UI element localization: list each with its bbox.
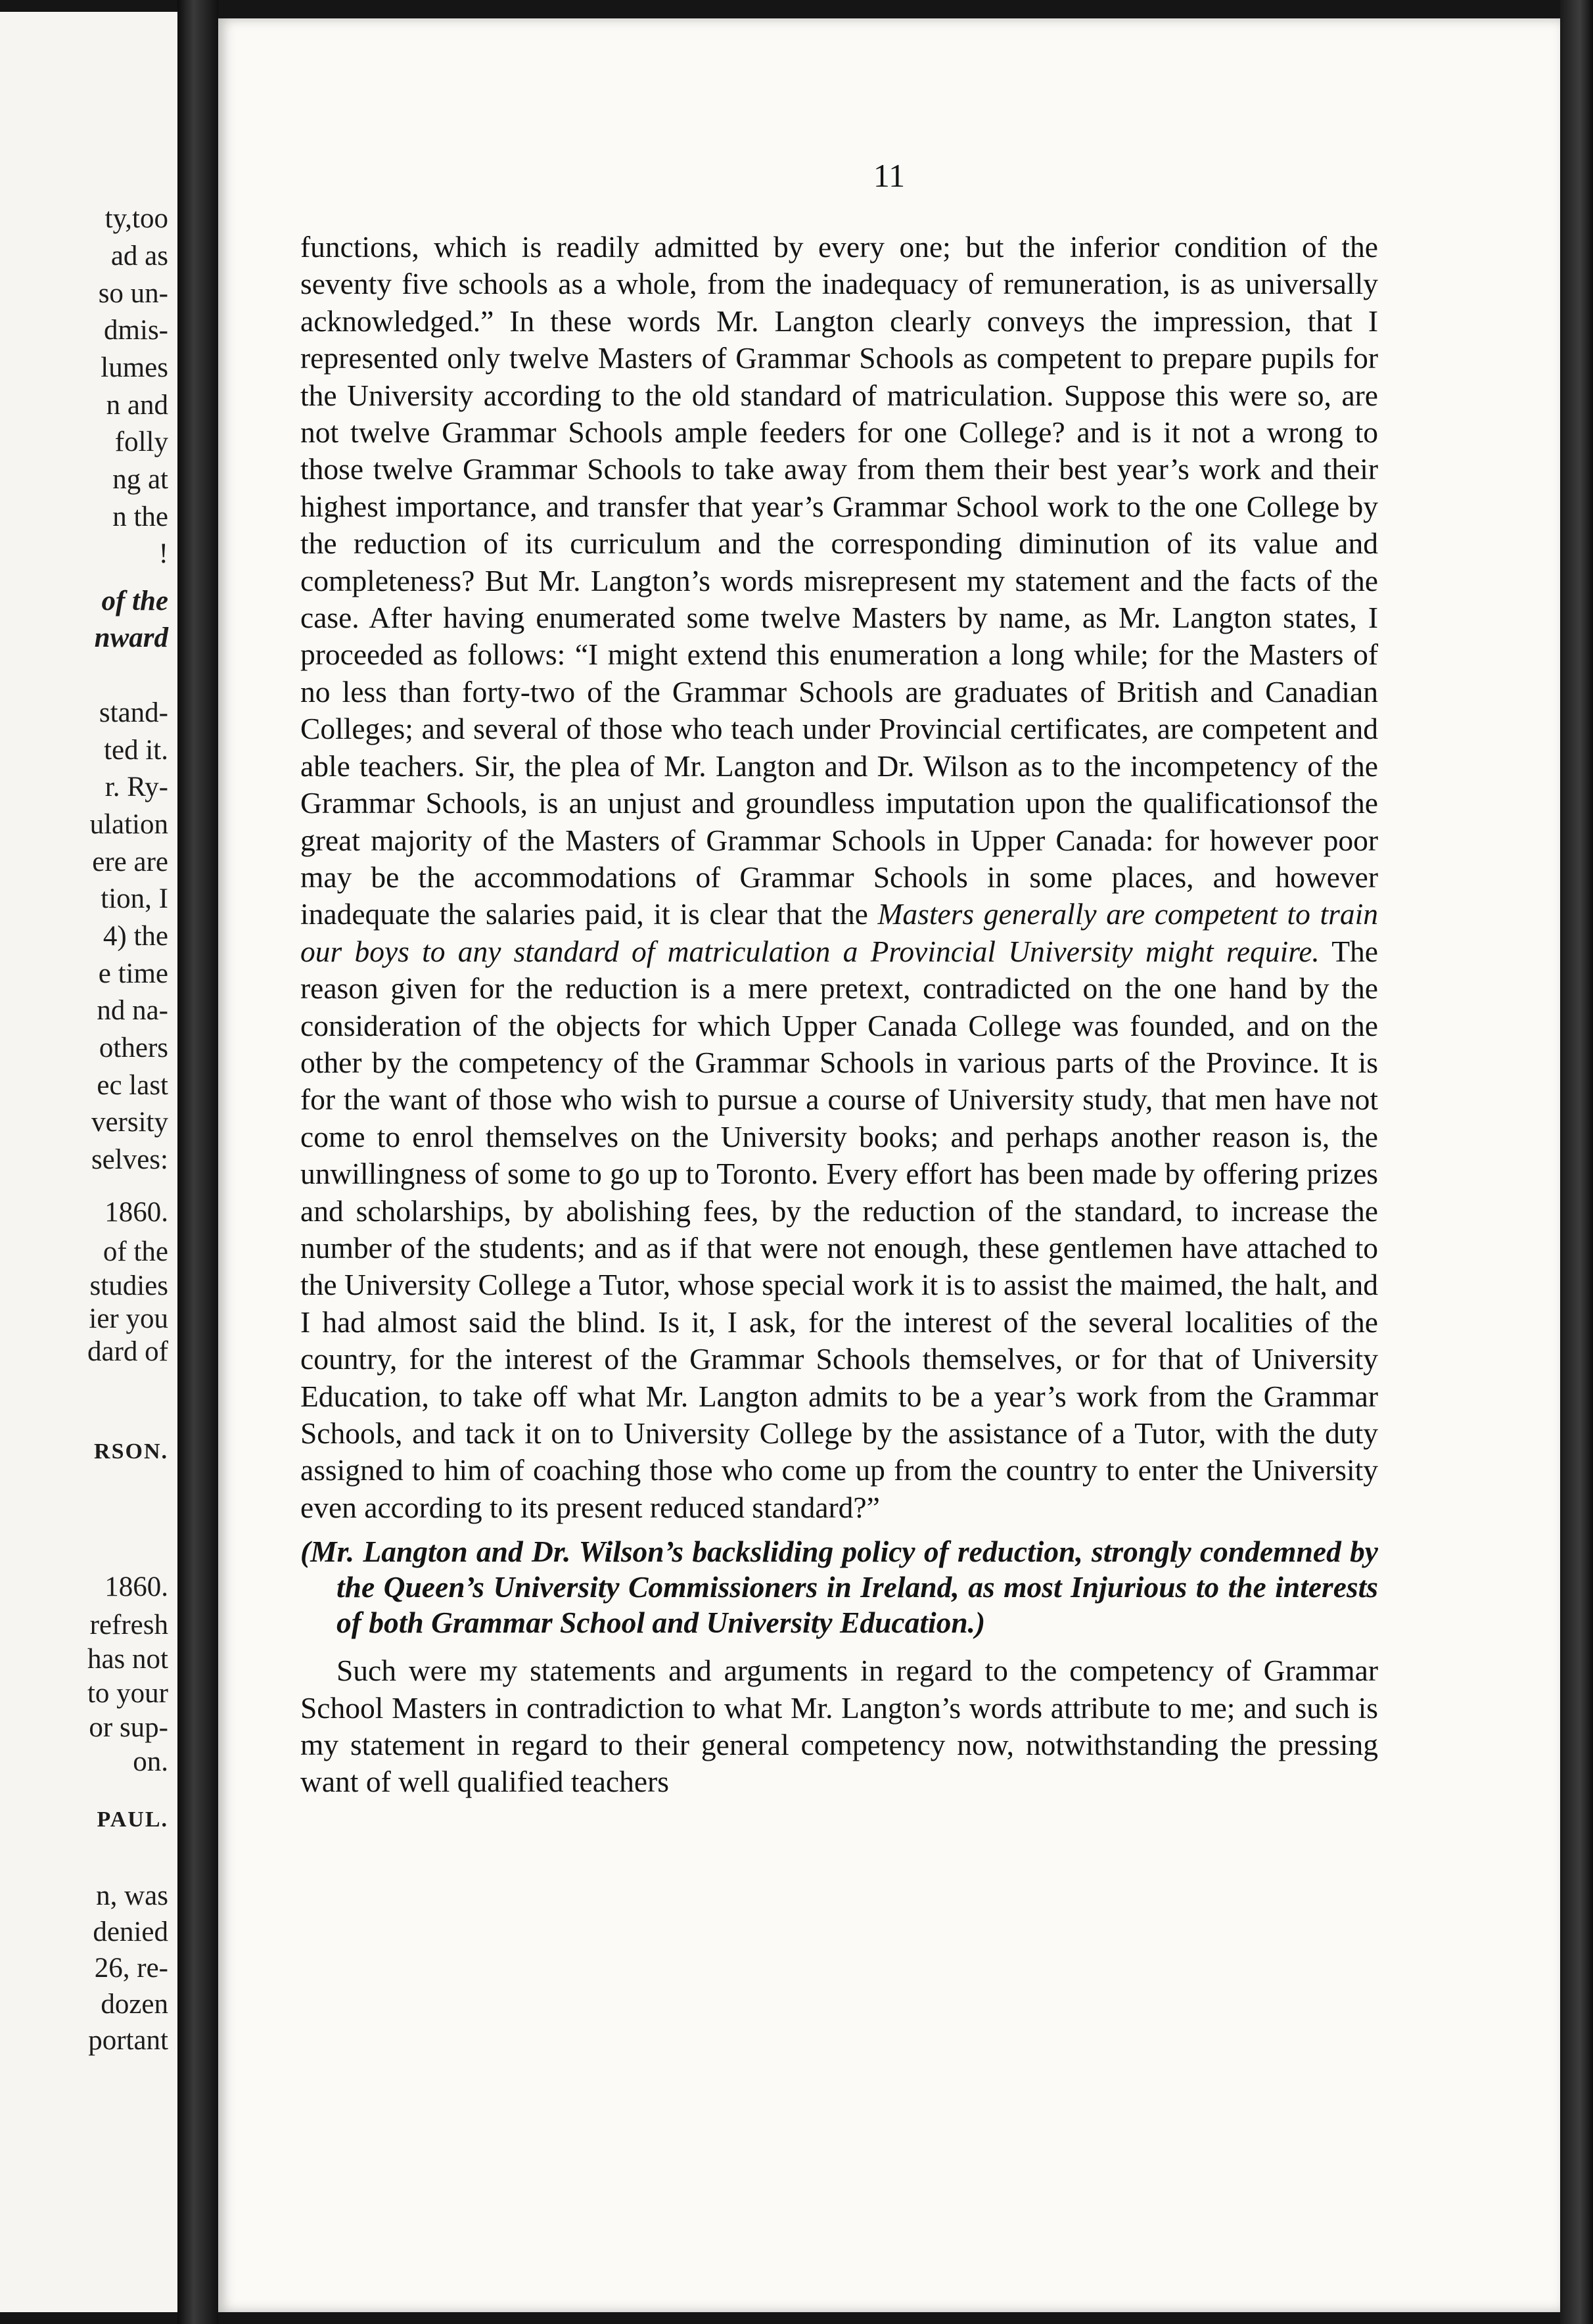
previous-page-line: dmis-	[104, 315, 168, 346]
previous-page-line: ere are	[92, 847, 168, 877]
previous-page-line: e time	[98, 958, 168, 989]
italic-emphasis: Masters generally are competent to train our boys to any standard of matriculation a Provincial University might require.	[300, 897, 1378, 968]
previous-page-line: selves:	[91, 1144, 168, 1175]
previous-page-line: ier you	[89, 1303, 168, 1334]
previous-page-line: dard of	[87, 1336, 168, 1367]
previous-page-line: others	[99, 1033, 168, 1063]
page-body	[300, 229, 1378, 1801]
previous-page-line: has not	[87, 1644, 168, 1675]
paragraph-text: functions, which is readily admitted by every one; but the inferior condition of the seventy five schools as a whole, from the inadequacy of remuneration, is as universally acknowledged.” In these words Mr. Langton clearly conveys the impression, that I represented only twelve Masters of Grammar Schools as competent to prepare pupils for the University according to the old standard of matriculation. Suppose this were so, are not twelve Grammar Schools ample feeders for one College? and is it not a wrong to those twelve Grammar Schools to take away from them their best year’s work and their highest importance, and transfer that year’s Grammar School work to the one College by the reduction of its curriculum and the corresponding diminution of its value and completeness? But Mr. Langton’s words misrepresent my statement and the facts of the case. After having enumerated some twelve Masters by name, as Mr. Langton states, I proceeded as follows: “I might extend this enumeration a long while; for the Masters of no less than forty-two of the Grammar Schools are graduates of British and Canadian Colleges; and several of those who teach under Provincial certificates, are competent and able teachers. Sir, the plea of Mr. Langton and Dr. Wilson as to the incompetency of the Grammar Schools, is an unjust and groundless imputation upon the qualificationsof the great majority of the Masters of Grammar Schools in Upper Canada: for however poor may be the accommodations of Grammar Schools in some places, and however inadequate the salaries paid, it is clear that the	[300, 230, 1378, 931]
section-note: (Mr. Langton and Dr. Wilson’s backsliding policy of reduction, strongly condemned by the Queen’s University Commissioners in Ireland, as most Injurious to the interests of both Grammar School and University Education.)	[300, 1535, 1378, 1640]
previous-page-line: ad as	[110, 241, 168, 271]
page-edge	[1560, 0, 1593, 2324]
previous-page-line: dozen	[101, 1989, 168, 2020]
previous-page-line: 1860.	[104, 1197, 168, 1228]
book-gutter	[177, 0, 218, 2324]
previous-page-line: nd na-	[97, 995, 168, 1026]
previous-page-line: on.	[133, 1746, 168, 1777]
previous-page-line: folly	[114, 427, 168, 457]
previous-page-line: 1860.	[104, 1571, 168, 1602]
previous-page-line: or sup-	[89, 1712, 168, 1743]
previous-page-line: to your	[87, 1678, 168, 1709]
previous-page-line: so un-	[98, 278, 168, 309]
previous-page-line: ty,too	[104, 203, 168, 234]
previous-page-line: RSON.	[94, 1439, 168, 1464]
previous-page-line: !	[158, 538, 168, 569]
previous-page-line: 4) the	[103, 921, 168, 952]
previous-page-line: portant	[88, 2025, 168, 2056]
previous-page-line: r. Ry-	[104, 772, 168, 802]
previous-page-line: n, was	[96, 1880, 168, 1911]
previous-page-line: nward	[94, 622, 168, 653]
previous-page-line: studies	[89, 1270, 168, 1301]
previous-page-line: n and	[106, 390, 168, 421]
previous-page-fragment	[0, 12, 177, 2312]
page-number: 11	[873, 157, 906, 194]
previous-page-line: stand-	[99, 697, 168, 728]
previous-page-line: 26, re-	[94, 1953, 168, 1984]
previous-page-line: denied	[93, 1917, 168, 1947]
paragraph-continued	[300, 229, 1378, 1526]
previous-page-line: ec last	[97, 1070, 168, 1101]
previous-page-line: tion, I	[101, 883, 168, 914]
previous-page-line: n the	[112, 501, 168, 532]
previous-page-line: ted it.	[104, 735, 168, 766]
previous-page-line: versity	[91, 1107, 168, 1138]
previous-page-line: ulation	[89, 809, 168, 840]
previous-page-line: refresh	[89, 1610, 168, 1640]
previous-page-line: PAUL.	[97, 1807, 168, 1832]
previous-page-line: ng at	[112, 464, 168, 495]
paragraph: Such were my statements and arguments in regard to the competency of Grammar School Masters in contradiction to what Mr. Langton’s words attribute to me; and such is my statement in regard to their general competency now, notwithstanding the pressing want of well qualified teachers	[300, 1654, 1378, 1799]
previous-page-line: lumes	[101, 352, 168, 383]
previous-page-line: of the	[101, 586, 168, 616]
paragraph-text: The reason given for the reduction is a mere pretext, contradicted on the one hand by the consideration of the objects for which Upper Canada College was founded, and on the other by the competency of the Grammar Schools in various parts of the Province. It is for the want of those who wish to pursue a course of University study, that men have not come to enrol themselves on the University books; and perhaps another reason is, the unwillingness of some to go up to Toronto. Every effort has been made by offering prizes and scholarships, by abolishing fees, by the reduction of the standard, to increase the number of the students; and as if that were not enough, these gentlemen have attached to the University College a Tutor, whose special work it is to assist the maimed, the halt, and I had almost said the blind. Is it, I ask, for the interest of the several localities of the country, for the interest of the Grammar Schools themselves, or for that of University Education, to take off what Mr. Langton admits to be a year’s work from the Grammar Schools, and tack it on to University College by the assistance of a Tutor, with the duty assigned to him of coaching those who come up from the country to enter the University even according to its present reduced standard?”	[300, 934, 1378, 1524]
previous-page-line: of the	[103, 1236, 168, 1267]
document-page	[218, 18, 1560, 2312]
